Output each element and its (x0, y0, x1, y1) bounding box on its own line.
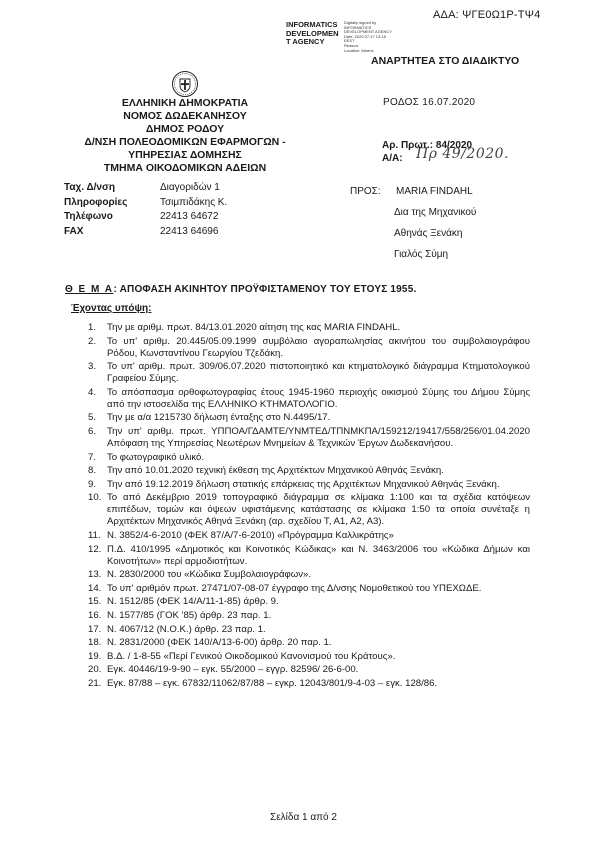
contact-row (64, 225, 227, 240)
list-item (88, 452, 530, 464)
list-item-text: Ν. 2830/2000 του «Κώδικα Συμβολαιογράφων». (107, 569, 311, 581)
recipient-to-line (350, 181, 476, 202)
list-item (88, 583, 530, 595)
subject-label: Θ Ε Μ Α (65, 284, 114, 295)
list-item-number: 1. (88, 322, 97, 333)
list-item (88, 569, 530, 581)
stamp-detail: EEST (344, 38, 355, 44)
recipient-line: Γιαλός Σύμη (394, 249, 449, 260)
list-item (88, 387, 530, 411)
header-line: ΔΗΜΟΣ ΡΟΔΟΥ (145, 123, 225, 135)
list-item (88, 479, 530, 491)
protocol-number: Αρ. Πρωτ.: 84/2020 (382, 140, 473, 151)
list-item (88, 544, 530, 568)
list-item (88, 678, 530, 690)
header-line: ΤΜΗΜΑ ΟΙΚΟΔΟΜΙΚΩΝ ΑΔΕΙΩΝ (103, 162, 267, 174)
considerations-heading: Έχοντας υπόψη: (71, 303, 152, 314)
contact-value: Διαγοριδών 1 (160, 182, 220, 193)
contact-label: Πληροφορίες (64, 196, 128, 208)
header-line: ΥΠΗΡΕΣΙΑΣ ΔΟΜΗΣΗΣ (128, 149, 242, 161)
list-item-number: 19. (88, 650, 102, 662)
list-item-number: 13. (88, 569, 102, 581)
list-item-text: Ν. 3852/4-6-2010 (ΦΕΚ 87/Α/7-6-2010) «Πρόγραμμα Καλλικράτης» (107, 529, 394, 541)
list-item-number: 5. (88, 412, 97, 424)
contact-row (64, 196, 227, 211)
contact-value: Τσιμπιδάκης Κ. (160, 196, 228, 208)
signature-details (344, 21, 414, 53)
header-line: ΝΟΜΟΣ ΔΩΔΕΚΑΝΗΣΟΥ (123, 110, 247, 122)
list-item (88, 322, 530, 334)
list-item-text: Την από 19.12.2019 δήλωση στατικής επάρκειας της Αρχιτέκτων Μηχανικού Αθηνάς Ξενάκη. (107, 478, 500, 490)
header-line: Δ/ΝΣΗ ΠΟΛΕΟΔΟΜΙΚΩΝ ΕΦΑΡΜΟΓΩΝ - (84, 136, 286, 148)
online-notice: ΑΝΑΡΤΗΤΕΑ ΣΤΟ ΔΙΑΔΙΚΤΥΟ (371, 55, 520, 67)
list-item-text: Εγκ. 87/88 – εγκ. 67832/11062/87/88 – εγκρ. 12043/801/9-4-03 – εγκ. 128/86. (107, 677, 438, 689)
list-item-number: 18. (88, 637, 102, 649)
list-item-number: 3. (88, 361, 97, 373)
stamp-line: DEVELOPMEN (286, 28, 339, 38)
list-item (88, 610, 530, 622)
list-item-number: 17. (88, 623, 102, 635)
recipient-label: ΠΡΟΣ: (350, 186, 381, 197)
aa-handwritten: Πρ 49/2020. (416, 146, 509, 162)
list-item-text: Ν. 1577/85 (ΓΟΚ '85) άρθρ. 23 παρ. 1. (107, 609, 272, 621)
header-line: ΕΛΛΗΝΙΚΗ ΔΗΜΟΚΡΑΤΙΑ (121, 97, 249, 109)
list-item-text: Το φωτογραφικό υλικό. (107, 451, 205, 463)
list-item (88, 596, 530, 608)
contact-label: Ταχ. Δ/νση (64, 182, 115, 193)
list-item-text: Εγκ. 40446/19-9-90 – εγκ. 55/2000 – εγγρ. 82596/ 26-6-00. (107, 664, 359, 676)
list-item (88, 624, 530, 636)
aa-label: Α/Α: (382, 153, 403, 164)
list-item-number: 4. (88, 386, 97, 398)
recipient-line: Αθηνάς Ξενάκη (394, 228, 463, 239)
list-item-text: Την από 10.01.2020 τεχνική έκθεση της Αρχιτέκτων Μηχανικού Αθηνάς Ξενάκη. (107, 465, 444, 477)
list-item-text: Β.Δ. / 1-8-55 «Περί Γενικού Οικοδομικού Κανονισμού του Κράτους». (107, 650, 396, 662)
list-item-text: Το απόσπασμα ορθοφωτογραφίας έτους 1945-1960 περιοχής οικισμού Σύμης του Δήμου Σύμης από την ιστοσελίδα της ΕΛΛΗΝΙΚΟ ΚΤΗΜΑΤΟΛΟΓΙΟ. (107, 386, 530, 410)
list-item-text: Π.Δ. 410/1995 «Δημοτικός και Κοινοτικός Κώδικας» και Ν. 3463/2006 του «Κώδικα Δήμων και Κοινοτήτων» περί αρμοδιοτήτων. (107, 543, 530, 567)
list-item (88, 465, 530, 477)
list-item-number: 9. (88, 478, 97, 490)
list-item-text: Ν. 2831/2000 (ΦΕΚ 140/Α/13-6-00) άρθρ. 20 παρ. 1. (107, 637, 332, 649)
list-item (88, 637, 530, 649)
list-item (88, 492, 530, 528)
stamp-detail: DEVELOPMENT AGENCY (344, 29, 392, 35)
list-item-number: 6. (88, 425, 97, 437)
contact-label: Τηλέφωνο (64, 211, 113, 222)
list-item-text: Το από Δεκέμβριο 2019 τοπογραφικό διάγραμμα σε κλίμακα 1:100 και τα σχέδια κατόψεων επιπέδων, τομών και όψεων υφιστάμενης κατάστασης σε κλίμακα 1:50 τα οποία συνέταξε η Αρχιτέκτων Μηχανικός Αθηνά Ξενάκη (αρ. σχεδίου Τ, Α1, Α2, Α3). (107, 492, 530, 528)
list-item-text: Το υπ' αριθμ. 20.445/05.09.1999 συμβόλαιο αγοραπωλησίας ακινήτου του συμβολαιογράφου Ρόδου, Κωνσταντίνου Γεωργίου Τζεδάκη. (107, 335, 530, 359)
authority-header (60, 97, 310, 175)
list-item (88, 426, 530, 450)
list-item-text: Ν. 1512/85 (ΦΕΚ 14/Α/11-1-85) άρθρ. 9. (107, 596, 279, 608)
subject-line (65, 284, 416, 295)
recipient-name: MARIA FINDAHL (396, 186, 473, 197)
stamp-detail: Location: Athens (344, 47, 374, 53)
list-item-number: 16. (88, 609, 102, 621)
document-date: ΡΟΔΟΣ 16.07.2020 (383, 97, 476, 108)
list-item (88, 651, 530, 663)
signature-stamp (286, 21, 346, 47)
ada-code: ΑΔΑ: ΨΓΕ0Ω1Ρ-ΤΨ4 (433, 9, 541, 21)
list-item-text: Την υπ' αριθμ. πρωτ. ΥΠΠΟΑ/ΓΔΑΜΤΕ/ΥΝΜΤΕΔ/ΤΠΝΜΚΠΑ/159212/19417/558/256/01.04.2020 Απόφαση της Υπηρεσίας Νεωτέρων Μνημείων & Τεχνικών Έργων Δωδεκανήσου. (107, 425, 530, 449)
list-item-number: 8. (88, 465, 97, 477)
page-number: Σελίδα 1 από 2 (270, 812, 337, 823)
list-item-text: Την με αριθμ. πρωτ. 84/13.01.2020 αίτηση της κας MARIA FINDAHL. (107, 322, 401, 333)
list-item-number: 7. (88, 451, 97, 463)
considerations-list (88, 322, 530, 691)
list-item-number: 21. (88, 677, 102, 689)
list-item (88, 530, 530, 542)
contact-row (64, 210, 227, 225)
greek-emblem-icon (171, 70, 199, 98)
list-item-text: Το υπ' αριθμ. πρωτ. 309/06.07.2020 πιστοποιητικό και κτηματολογικό διάγραμμα Κτηματολογικού Γραφείου Σύμης. (107, 361, 530, 385)
stamp-detail: Date: 2020.07.17 13:18 (344, 33, 386, 39)
list-item-number: 15. (88, 596, 102, 608)
list-item-number: 20. (88, 664, 102, 676)
list-item-number: 2. (88, 335, 97, 347)
recipient-block (350, 181, 476, 265)
contact-row (64, 181, 227, 196)
list-item-number: 14. (88, 582, 102, 594)
stamp-line: INFORMATICS (286, 20, 338, 29)
list-item-number: 11. (88, 529, 101, 541)
recipient-line: Δια της Μηχανικού (394, 207, 477, 218)
list-item-number: 10. (88, 492, 102, 504)
list-item (88, 412, 530, 424)
list-item (88, 336, 530, 360)
list-item (88, 361, 530, 385)
contact-value: 22413 64696 (160, 225, 219, 237)
contact-label: FAX (64, 225, 84, 237)
list-item-text: Την με α/α 1215730 δήλωση ένταξης στο Ν.4495/17. (107, 412, 331, 424)
list-item (88, 664, 530, 676)
stamp-detail: Reason: (344, 42, 359, 48)
list-item-text: Το υπ' αριθμόν πρωτ. 27471/07-08-07 έγγραφο της Δ/νσης Νομοθετικού του ΥΠΕΧΩΔΕ. (107, 582, 482, 594)
stamp-detail: INFORMATICS (344, 24, 372, 30)
list-item-number: 12. (88, 543, 102, 555)
list-item-text: Ν. 4067/12 (Ν.Ο.Κ.) άρθρ. 23 παρ. 1. (107, 623, 266, 635)
stamp-line: T AGENCY (286, 37, 325, 46)
contact-value: 22413 64672 (160, 211, 219, 222)
contact-block (64, 181, 227, 239)
subject-text: : ΑΠΟΦΑΣΗ ΑΚΙΝΗΤΟΥ ΠΡΟΫΦΙΣΤΑΜΕΝΟΥ ΤΟΥ ΕΤΟΥΣ 1955. (113, 284, 417, 295)
stamp-detail: Digitally signed by (344, 20, 377, 25)
